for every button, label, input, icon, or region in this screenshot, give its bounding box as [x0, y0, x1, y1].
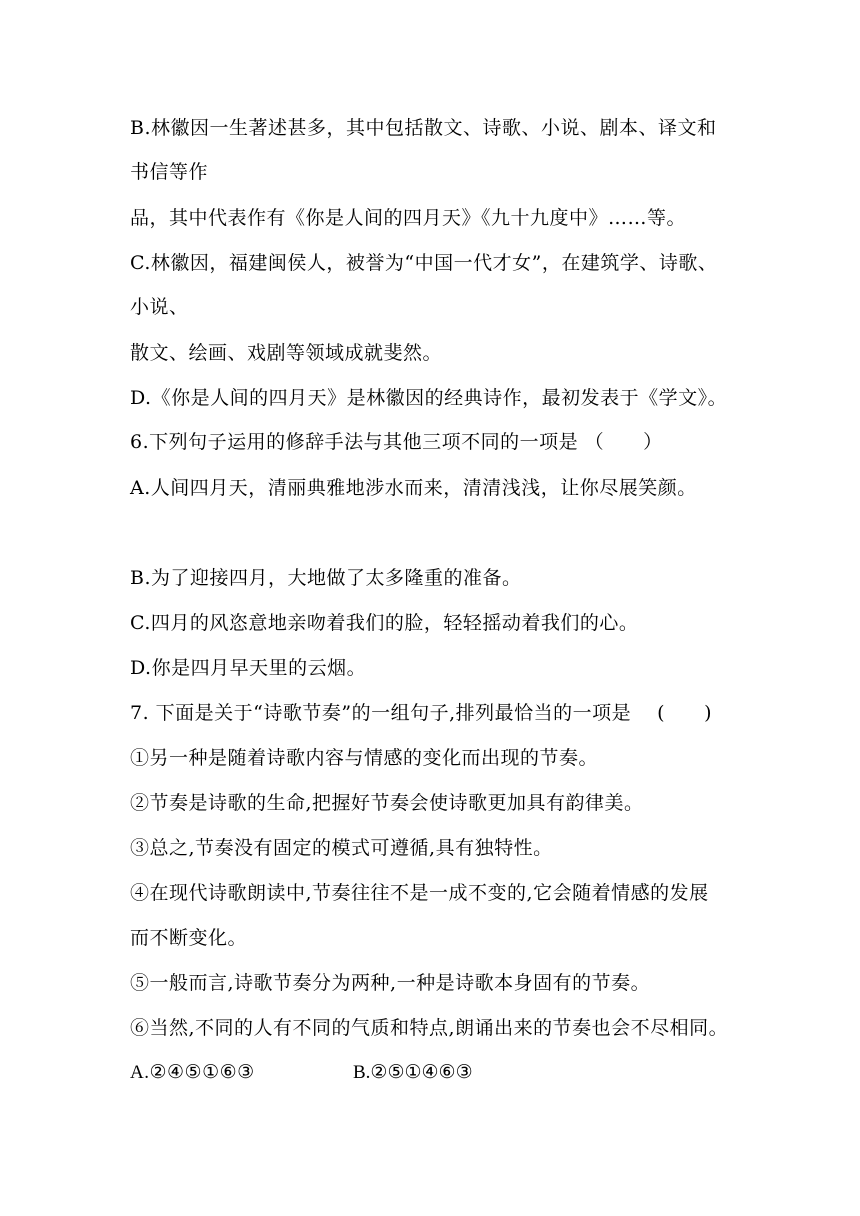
question-6-option-a: A.人间四月天，清丽典雅地涉水而来，清清浅浅，让你尽展笑颜。	[130, 477, 697, 499]
sentence-4-line-2: 而不断变化。	[130, 927, 248, 949]
option-b-line-3: 品，其中代表作有《你是人间的四月天》《九十九度中》……等。	[130, 207, 687, 229]
option-b-line-1: B.林徽因一生著述甚多，其中包括散文、诗歌、小说、剧本、译文和	[130, 117, 717, 139]
sentence-1: ①另一种是随着诗歌内容与情感的变化而出现的节奏。	[130, 747, 599, 769]
question-6-option-b: B.为了迎接四月，大地做了太多隆重的准备。	[130, 567, 522, 589]
question-6-option-d: D.你是四月早天里的云烟。	[130, 657, 367, 679]
sentence-4-line-1: ④在现代诗歌朗读中,节奏往往不是一成不变的,它会随着情感的发展	[130, 882, 709, 904]
option-c-line-2: 小说、	[130, 296, 189, 318]
option-d-line: D.《你是人间的四月天》是林徽因的经典诗作，最初发表于《学文》。	[130, 387, 728, 409]
question-6: 6.下列句子运用的修辞手法与其他三项不同的一项是 （ ）	[130, 431, 663, 453]
sentence-2: ②节奏是诗歌的生命,把握好节奏会使诗歌更加具有韵律美。	[130, 792, 644, 814]
option-c-line-3: 散文、绘画、戏剧等领域成就斐然。	[130, 342, 443, 364]
option-c-line-1: C.林徽因，福建闽侯人，被誉为“中国一代才女”，在建筑学、诗歌、	[130, 252, 718, 274]
question-6-option-c: C.四月的风恣意地亲吻着我们的脸，轻轻摇动着我们的心。	[130, 612, 639, 634]
sentence-3: ③总之,节奏没有固定的模式可遵循,具有独特性。	[130, 837, 553, 859]
sentence-5: ⑤一般而言,诗歌节奏分为两种,一种是诗歌本身固有的节奏。	[130, 972, 651, 994]
choice-b: B.②⑤①④⑥③	[353, 1062, 473, 1083]
sentence-6: ⑥当然,不同的人有不同的气质和特点,朗诵出来的节奏也会不尽相同。	[130, 1017, 729, 1039]
question-7: 7. 下面是关于“诗歌节奏”的一组句子,排列最恰当的一项是 ( )	[130, 702, 713, 724]
option-b-line-2: 书信等作	[130, 161, 209, 183]
choice-a: A.②④⑤①⑥③	[130, 1062, 255, 1083]
